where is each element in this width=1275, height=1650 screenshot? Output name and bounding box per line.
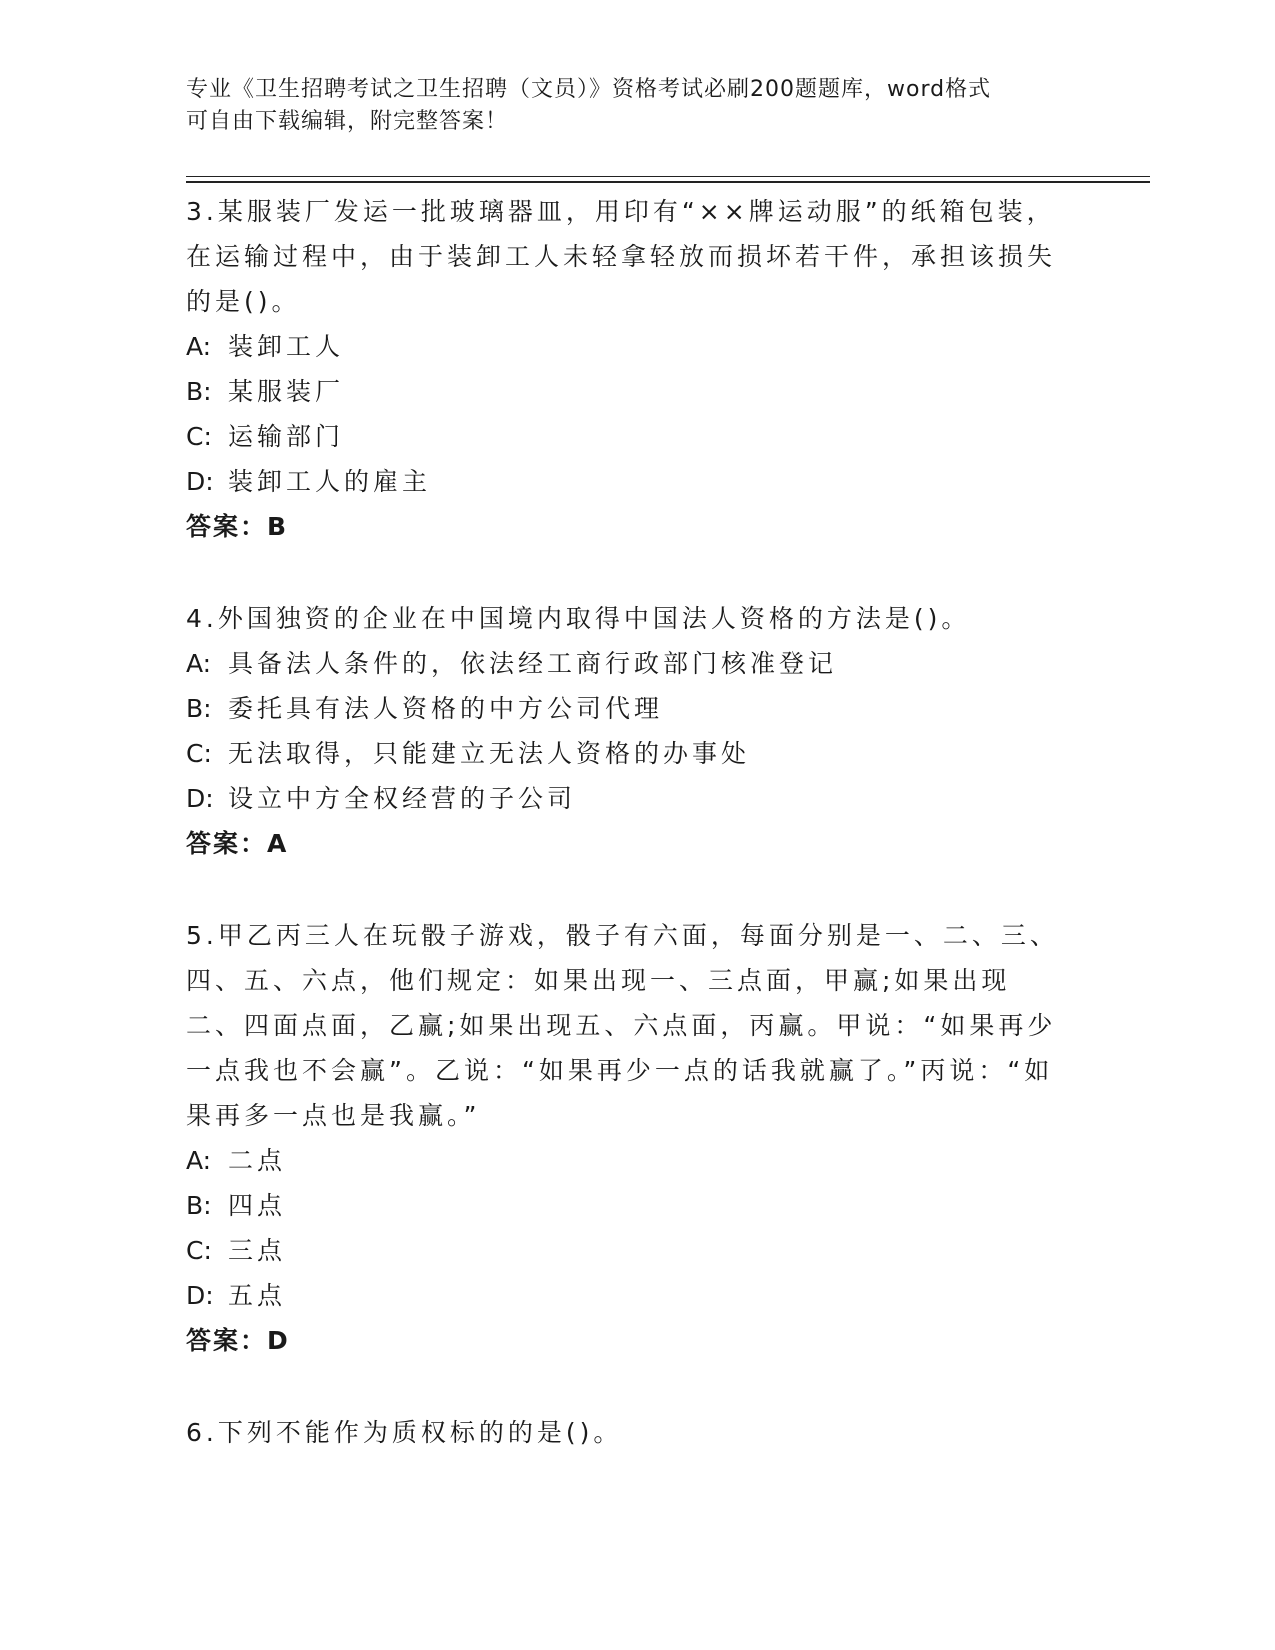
question-5	[186, 913, 1066, 1363]
option-text: 四点	[228, 1191, 287, 1220]
option-text: 设立中方全权经营的子公司	[228, 784, 577, 813]
option-label: B:	[186, 1191, 212, 1220]
option-label: C:	[186, 739, 212, 768]
option-text: 装卸工人	[228, 332, 345, 361]
question-6	[186, 1410, 1066, 1455]
option-b	[186, 369, 1066, 414]
option-label: B:	[186, 377, 212, 406]
option-text: 无法取得，只能建立无法人资格的办事处	[228, 739, 751, 768]
header-line-1: 专业《卫生招聘考试之卫生招聘（文员）》资格考试必刷200题题库，word格式	[186, 77, 992, 102]
option-text: 装卸工人的雇主	[228, 467, 432, 496]
option-label: D:	[186, 784, 214, 813]
option-label: B:	[186, 694, 212, 723]
option-label: C:	[186, 1236, 212, 1265]
option-text: 二点	[228, 1146, 287, 1175]
header-divider-thick	[186, 181, 1150, 183]
option-a	[186, 641, 1066, 686]
option-a	[186, 1138, 1066, 1183]
option-text: 运输部门	[228, 422, 345, 451]
option-label: D:	[186, 467, 214, 496]
option-c	[186, 1228, 1066, 1273]
option-text: 五点	[228, 1281, 287, 1310]
question-3	[186, 189, 1066, 549]
header-divider-thin	[186, 176, 1150, 177]
option-d	[186, 776, 1066, 821]
option-c	[186, 414, 1066, 459]
header-line-2: 可自由下载编辑，附完整答案！	[186, 109, 509, 134]
option-label: A:	[186, 1146, 212, 1175]
option-text: 三点	[228, 1236, 287, 1265]
option-b	[186, 1183, 1066, 1228]
answer-line: 答案：A	[186, 829, 289, 858]
answer-line: 答案：D	[186, 1326, 290, 1355]
option-label: A:	[186, 332, 212, 361]
option-b	[186, 686, 1066, 731]
option-text: 某服装厂	[228, 377, 345, 406]
question-stem: 3.某服装厂发运一批玻璃器皿，用印有“××牌运动服”的纸箱包装，在运输过程中，由于装卸工人未轻拿轻放而损坏若干件，承担该损失的是()。	[186, 197, 1057, 316]
question-4	[186, 596, 1066, 866]
option-text: 委托具有法人资格的中方公司代理	[228, 694, 664, 723]
answer-line: 答案：B	[186, 512, 289, 541]
document-header	[186, 74, 1066, 138]
question-list	[186, 189, 1066, 1502]
option-text: 具备法人条件的，依法经工商行政部门核准登记	[228, 649, 838, 678]
option-c	[186, 731, 1066, 776]
question-stem: 4.外国独资的企业在中国境内取得中国法人资格的方法是()。	[186, 604, 971, 633]
option-d	[186, 1273, 1066, 1318]
option-label: D:	[186, 1281, 214, 1310]
option-d	[186, 459, 1066, 504]
question-stem: 6.下列不能作为质权标的的是()。	[186, 1418, 623, 1447]
option-label: A:	[186, 649, 212, 678]
option-a	[186, 324, 1066, 369]
option-label: C:	[186, 422, 212, 451]
question-stem: 5.甲乙丙三人在玩骰子游戏，骰子有六面，每面分别是一、二、三、四、五、六点，他们规定：如果出现一、三点面，甲赢;如果出现二、四面点面，乙赢;如果出现五、六点面，丙赢。甲说：“如果再少一点我也不会赢”。乙说：“如果再少一点的话我就赢了。”丙说：“如果再多一点也是我赢。”	[186, 921, 1059, 1130]
